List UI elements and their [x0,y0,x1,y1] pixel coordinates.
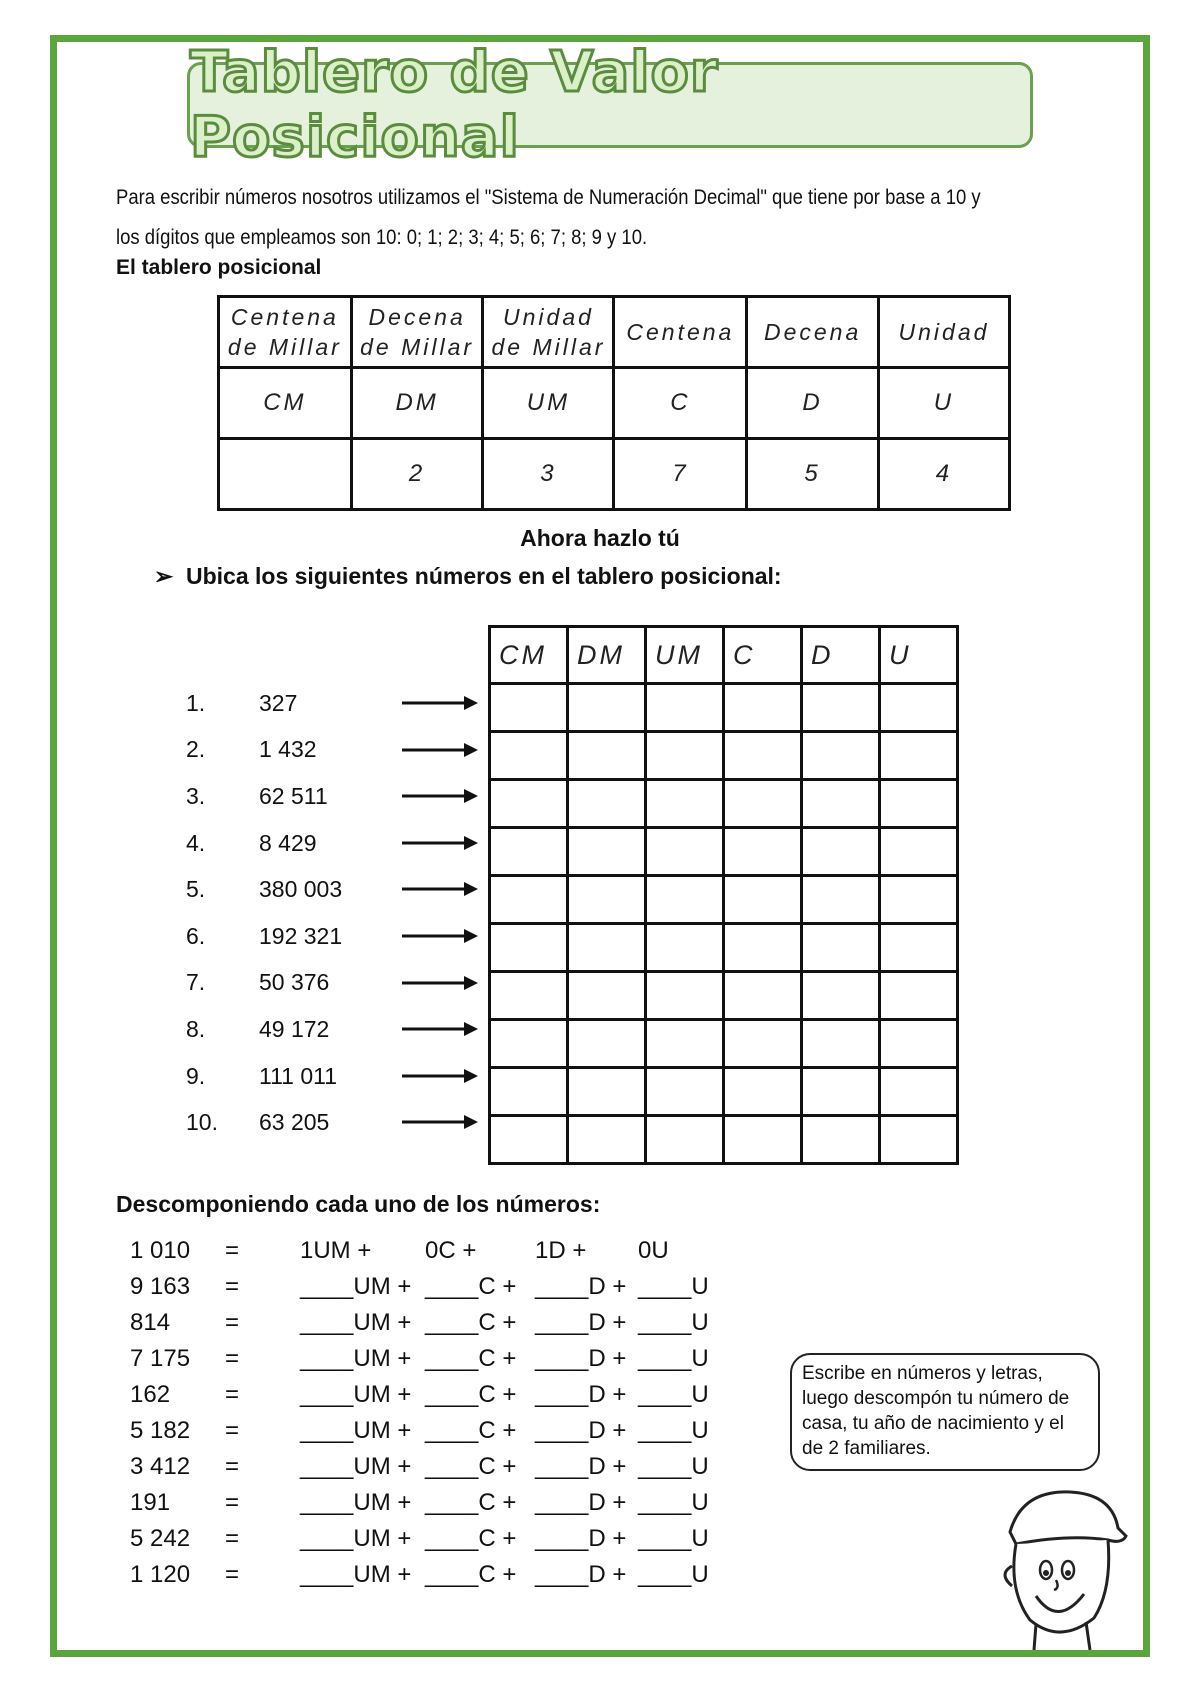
speech-bubble: Escribe en números y letras, luego descompón tu número de casa, tu año de nacimiento y el de 2 familiares. [790,1353,1100,1471]
answer-cell[interactable] [490,1068,568,1116]
title-banner [187,40,1033,170]
place-example-cell: 3 [483,439,614,510]
decompose-um[interactable]: ____UM + [300,1489,412,1516]
answer-cell[interactable] [490,972,568,1020]
decompose-eq: = [225,1345,240,1372]
decompose-u[interactable]: ____U [638,1381,709,1408]
answer-cell[interactable] [880,828,958,876]
answer-cell[interactable] [646,732,724,780]
answer-cell[interactable] [880,972,958,1020]
decompose-u[interactable]: ____U [638,1561,709,1588]
decompose-d[interactable]: ____D + [535,1453,627,1480]
exercise-row [490,972,958,1020]
exercise-row [490,1116,958,1164]
list-item [186,960,409,1007]
answer-cell[interactable] [490,876,568,924]
answer-cell[interactable] [568,780,646,828]
item-value: 192 321 [259,922,343,949]
list-item [186,1006,409,1053]
decompose-eq: = [225,1309,240,1336]
decompose-c[interactable]: 0C + [425,1237,477,1264]
answer-cell[interactable] [724,780,802,828]
exercise-row [490,876,958,924]
exercise-row [490,828,958,876]
exercise-row [490,780,958,828]
decompose-eq: = [225,1489,240,1516]
decompose-eq: = [225,1273,240,1300]
answer-cell[interactable] [802,924,880,972]
list-item [186,727,409,774]
right-arrow-icon [402,787,478,805]
exercise-row [490,1020,958,1068]
item-number: 3. [186,782,206,809]
right-arrow-icon [402,974,478,992]
right-arrow-icon [402,1113,478,1131]
decompose-eq: = [225,1237,240,1264]
item-number: 10. [186,1109,218,1136]
exercise-header-cell: U [880,627,958,684]
decompose-d[interactable]: ____D + [535,1309,627,1336]
arrowhead-bullet-icon: ➢ [154,563,174,589]
place-abbr-row [219,368,1010,439]
right-arrow-icon [402,834,478,852]
place-name-cell: Unidad [878,297,1009,368]
right-arrow-icon [402,880,478,898]
decompose-u[interactable]: ____U [638,1453,709,1480]
decompose-eq: = [225,1561,240,1588]
item-value: 63 205 [259,1109,330,1136]
answer-cell[interactable] [802,1068,880,1116]
decompose-um[interactable]: ____UM + [300,1561,412,1588]
list-item [186,680,409,727]
list-item [186,1053,409,1100]
exercise-header-cell: D [802,627,880,684]
decompose-d[interactable]: ____D + [535,1525,627,1552]
exercise-table [488,625,959,1165]
decompose-um[interactable]: ____UM + [300,1273,412,1300]
decompose-number: 7 175 [130,1345,191,1372]
answer-cell[interactable] [568,684,646,732]
item-value: 8 429 [259,829,317,856]
answer-cell[interactable] [568,1020,646,1068]
answer-cell[interactable] [724,828,802,876]
answer-cell[interactable] [568,828,646,876]
decompose-d[interactable]: ____D + [535,1345,627,1372]
item-number: 6. [186,922,206,949]
answer-cell[interactable] [646,1068,724,1116]
intro-paragraph: Para escribir números nosotros utilizamos el "Sistema de Numeración Decimal" que tiene por base a 10 y los dígitos que empleamos son 10: 0; 1; 2; 3; 4; 5; 6; 7; 8; 9 y 10. [116,186,981,249]
decompose-u[interactable]: ____U [638,1345,709,1372]
answer-cell[interactable] [490,1020,568,1068]
decompose-c[interactable]: ____C + [425,1417,517,1444]
decompose-d[interactable]: ____D + [535,1417,627,1444]
item-number: 8. [186,1015,206,1042]
answer-cell[interactable] [880,1068,958,1116]
item-number: 7. [186,969,206,996]
decompose-u[interactable]: ____U [638,1273,709,1300]
list-item [186,866,409,913]
decompose-um[interactable]: ____UM + [300,1381,412,1408]
place-abbr-cell: DM [351,368,483,439]
decompose-eq: = [225,1417,240,1444]
answer-cell[interactable] [724,924,802,972]
place-abbr-cell: UM [483,368,614,439]
answer-cell[interactable] [724,1116,802,1164]
decompose-title: Descomponiendo cada uno de los números: [116,1191,601,1217]
exercise-header-cell: CM [490,627,568,684]
item-value: 380 003 [259,876,343,903]
right-arrow-icon [402,1067,478,1085]
answer-cell[interactable] [724,732,802,780]
page-title: Tablero de Valor Posicional [190,40,719,170]
decompose-number: 1 120 [130,1561,191,1588]
place-example-row [219,439,1010,510]
answer-cell[interactable] [568,972,646,1020]
answer-cell[interactable] [568,924,646,972]
place-name-cell: Centena de Millar [219,297,352,368]
answer-cell[interactable] [490,924,568,972]
decompose-um[interactable]: ____UM + [300,1525,412,1552]
decompose-number: 191 [130,1489,171,1516]
place-name-cell: Decena [747,297,879,368]
place-abbr-cell: C [614,368,747,439]
item-number: 2. [186,736,206,763]
exercise-row [490,732,958,780]
answer-cell[interactable] [490,780,568,828]
right-arrow-icon [402,1020,478,1038]
answer-cell[interactable] [880,732,958,780]
answer-cell[interactable] [490,828,568,876]
decompose-d[interactable]: 1D + [535,1237,587,1264]
answer-cell[interactable] [568,876,646,924]
place-example-cell [219,439,352,510]
decompose-c[interactable]: ____C + [425,1345,517,1372]
answer-cell[interactable] [724,1020,802,1068]
decompose-number: 162 [130,1381,171,1408]
item-value: 327 [259,689,298,716]
answer-cell[interactable] [724,972,802,1020]
answer-cell[interactable] [646,972,724,1020]
exercise-header-cell: UM [646,627,724,684]
answer-cell[interactable] [646,924,724,972]
instruction-text: Ubica los siguientes números en el tablero posicional: [186,563,782,589]
right-arrow-icon [402,694,478,712]
decompose-number: 9 163 [130,1273,191,1300]
answer-cell[interactable] [724,1068,802,1116]
item-number: 4. [186,829,206,856]
decompose-eq: = [225,1453,240,1480]
place-abbr-cell: D [747,368,879,439]
place-name-cell: Decena de Millar [351,297,483,368]
decompose-d[interactable]: ____D + [535,1561,627,1588]
answer-cell[interactable] [802,1020,880,1068]
right-arrow-icon [402,927,478,945]
answer-cell[interactable] [724,684,802,732]
decompose-eq: = [225,1381,240,1408]
decompose-um[interactable]: ____UM + [300,1309,412,1336]
answer-cell[interactable] [646,1020,724,1068]
place-name-cell: Centena [614,297,747,368]
exercise-list [186,680,409,1146]
decompose-eq: = [225,1525,240,1552]
answer-cell[interactable] [724,876,802,924]
answer-cell[interactable] [802,828,880,876]
answer-cell[interactable] [646,828,724,876]
list-item [186,1099,409,1146]
decompose-c[interactable]: ____C + [425,1453,517,1480]
item-value: 50 376 [259,969,330,996]
answer-cell[interactable] [490,684,568,732]
decompose-c[interactable]: ____C + [425,1561,517,1588]
answer-cell[interactable] [568,1068,646,1116]
decompose-d[interactable]: ____D + [535,1381,627,1408]
decompose-u[interactable]: ____U [638,1489,709,1516]
answer-cell[interactable] [802,972,880,1020]
decompose-d[interactable]: ____D + [535,1273,627,1300]
answer-cell[interactable] [568,1116,646,1164]
decompose-number: 1 010 [130,1237,191,1264]
answer-cell[interactable] [646,684,724,732]
decompose-c[interactable]: ____C + [425,1273,517,1300]
decompose-number: 5 182 [130,1417,191,1444]
decompose-number: 5 242 [130,1525,191,1552]
exercise-header-cell: C [724,627,802,684]
decompose-number: 814 [130,1309,171,1336]
decompose-c[interactable]: ____C + [425,1309,517,1336]
decompose-u[interactable]: ____U [638,1417,709,1444]
answer-cell[interactable] [490,732,568,780]
item-value: 49 172 [259,1015,330,1042]
item-value: 62 511 [259,782,328,809]
answer-cell[interactable] [802,732,880,780]
answer-cell[interactable] [568,732,646,780]
instruction [154,563,782,590]
list-item [186,913,409,960]
exercise-header-row [490,627,958,684]
decompose-u[interactable]: 0U [638,1237,669,1264]
answer-cell[interactable] [880,1020,958,1068]
place-table-heading: El tablero posicional [116,256,322,279]
item-number: 1. [186,689,206,716]
list-item [186,773,409,820]
answer-cell[interactable] [802,1116,880,1164]
exercise-row [490,1068,958,1116]
place-abbr-cell: CM [219,368,352,439]
place-example-cell: 5 [747,439,879,510]
answer-cell[interactable] [646,780,724,828]
right-arrow-icon [402,741,478,759]
answer-cell[interactable] [802,876,880,924]
answer-cell[interactable] [802,780,880,828]
practice-title: Ahora hazlo tú [520,525,680,551]
place-value-table [217,295,1011,511]
exercise-row [490,684,958,732]
answer-cell[interactable] [646,876,724,924]
answer-cell[interactable] [880,780,958,828]
decompose-um[interactable]: ____UM + [300,1453,412,1480]
list-item [186,820,409,867]
answer-cell[interactable] [880,924,958,972]
decompose-d[interactable]: ____D + [535,1489,627,1516]
decompose-um[interactable]: ____UM + [300,1417,412,1444]
decompose-c[interactable]: ____C + [425,1489,517,1516]
answer-cell[interactable] [880,684,958,732]
item-value: 1 432 [259,736,317,763]
place-abbr-cell: U [878,368,1009,439]
place-name-cell: Unidad de Millar [483,297,614,368]
place-example-cell: 2 [351,439,483,510]
answer-cell[interactable] [880,1116,958,1164]
decompose-u[interactable]: ____U [638,1525,709,1552]
place-example-cell: 4 [878,439,1009,510]
decompose-um[interactable]: 1UM + [300,1237,372,1264]
item-number: 9. [186,1062,206,1089]
item-number: 5. [186,876,206,903]
decompose-um[interactable]: ____UM + [300,1345,412,1372]
boy-cartoon-icon [990,1470,1130,1650]
place-name-row [219,297,1010,368]
answer-cell[interactable] [880,876,958,924]
answer-cell[interactable] [646,1116,724,1164]
decompose-c[interactable]: ____C + [425,1381,517,1408]
answer-cell[interactable] [802,684,880,732]
exercise-row [490,924,958,972]
decompose-c[interactable]: ____C + [425,1525,517,1552]
exercise-header-cell: DM [568,627,646,684]
item-value: 111 011 [259,1062,338,1089]
place-example-cell: 7 [614,439,747,510]
answer-cell[interactable] [490,1116,568,1164]
decompose-u[interactable]: ____U [638,1309,709,1336]
decompose-number: 3 412 [130,1453,191,1480]
